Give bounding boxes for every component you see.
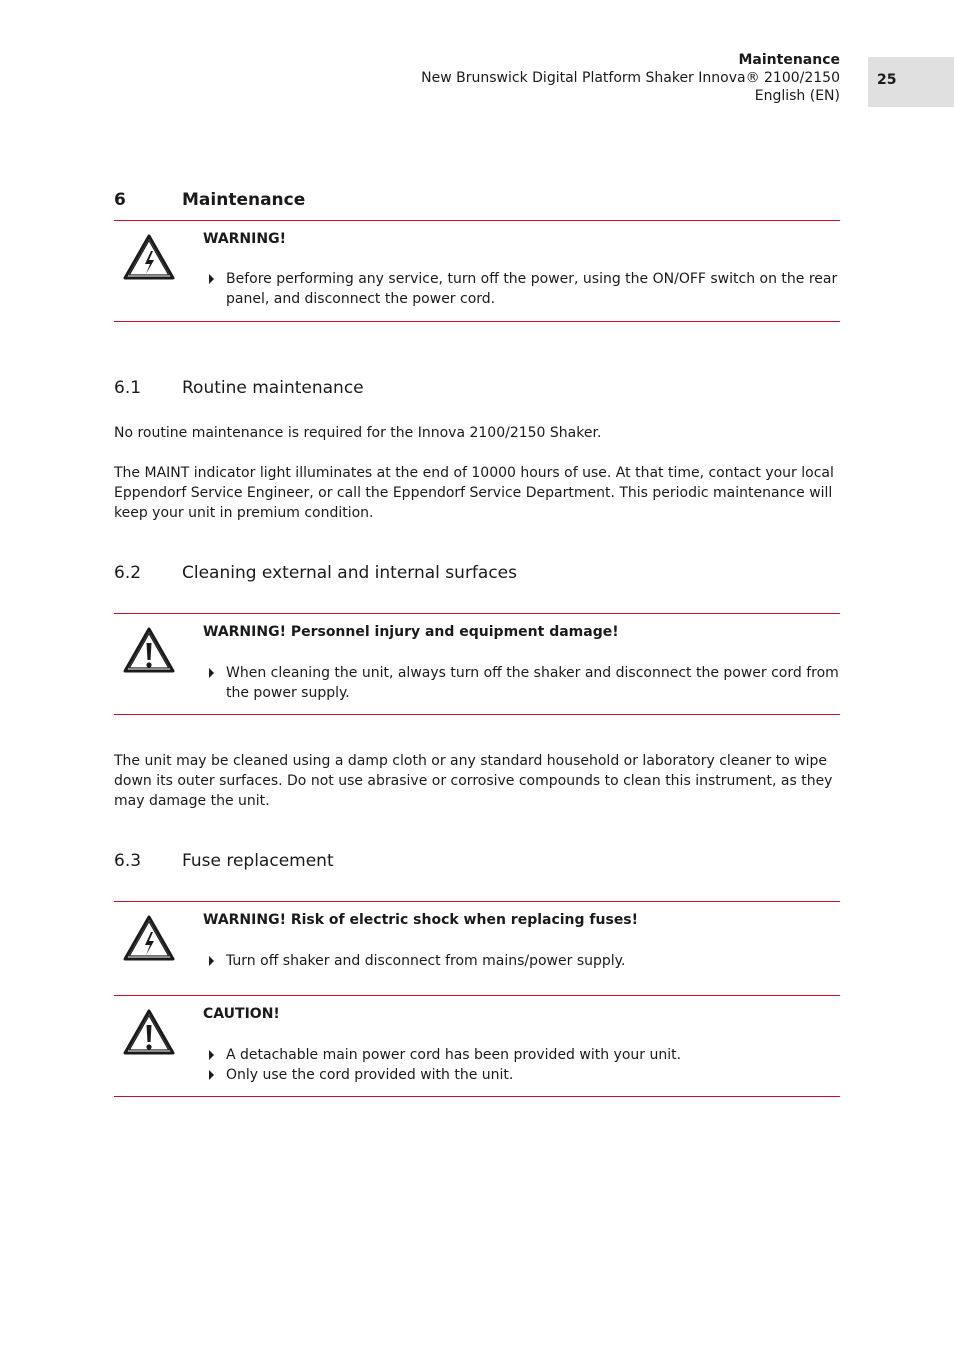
section-6-heading [114,190,305,210]
section-title: Routine maintenance [182,378,364,398]
divider [114,321,840,322]
electric-hazard-icon [122,233,176,281]
header-product: New Brunswick Digital Platform Shaker Innova® 2100/2150 [421,70,840,86]
section-number: 6.3 [114,851,142,871]
caution-title: CAUTION! [203,1006,280,1022]
section-title: Maintenance [182,190,306,210]
section-title: Cleaning external and internal surfaces [182,563,517,583]
warning-box [114,221,840,321]
bullet-arrow-icon [209,668,214,678]
page-number: 25 [868,57,954,107]
section-title: Fuse replacement [182,851,334,871]
caution-box [114,996,840,1096]
caution-bullet: Only use the cord provided with the unit. [203,1065,839,1085]
section-6-3-heading [114,851,334,871]
section-number: 6.1 [114,378,142,398]
section-number: 6.2 [114,563,142,583]
header-language: English (EN) [754,88,840,104]
section-6-2-heading [114,563,517,583]
warning-bullet: Turn off shaker and disconnect from mains/power supply. [203,951,839,971]
bullet-arrow-icon [209,956,214,966]
caution-bullet: A detachable main power cord has been provided with your unit. [203,1045,839,1065]
divider [114,714,840,715]
warning-bullet: Before performing any service, turn off the power, using the ON/OFF switch on the rear panel, and disconnect the power cord. [203,269,839,309]
divider [114,1096,840,1097]
section-number: 6 [114,190,126,210]
warning-box [114,902,840,995]
bullet-arrow-icon [209,1070,214,1080]
warning-title: WARNING! Personnel injury and equipment damage! [203,624,619,640]
warning-box [114,614,840,714]
header-chapter: Maintenance [738,52,840,68]
electric-hazard-icon [122,914,176,962]
exclamation-hazard-icon [122,1008,176,1056]
warning-title: WARNING! [203,231,286,247]
bullet-arrow-icon [209,274,214,284]
exclamation-hazard-icon [122,626,176,674]
paragraph: No routine maintenance is required for the Innova 2100/2150 Shaker. [114,425,602,441]
section-6-1-heading [114,378,364,398]
bullet-arrow-icon [209,1050,214,1060]
running-header [421,51,840,105]
warning-title: WARNING! Risk of electric shock when replacing fuses! [203,912,639,928]
paragraph: The MAINT indicator light illuminates at the end of 10000 hours of use. At that time, contact your local Eppendorf Service Engineer, or call the Eppendorf Service Department. This periodic maintenance will keep your unit in premium condition. [114,465,834,521]
paragraph: The unit may be cleaned using a damp cloth or any standard household or laboratory cleaner to wipe down its outer surfaces. Do not use abrasive or corrosive compounds to clean this instrument, as they may damage the unit. [114,753,833,809]
warning-bullet: When cleaning the unit, always turn off the shaker and disconnect the power cord from the power supply. [203,663,839,703]
